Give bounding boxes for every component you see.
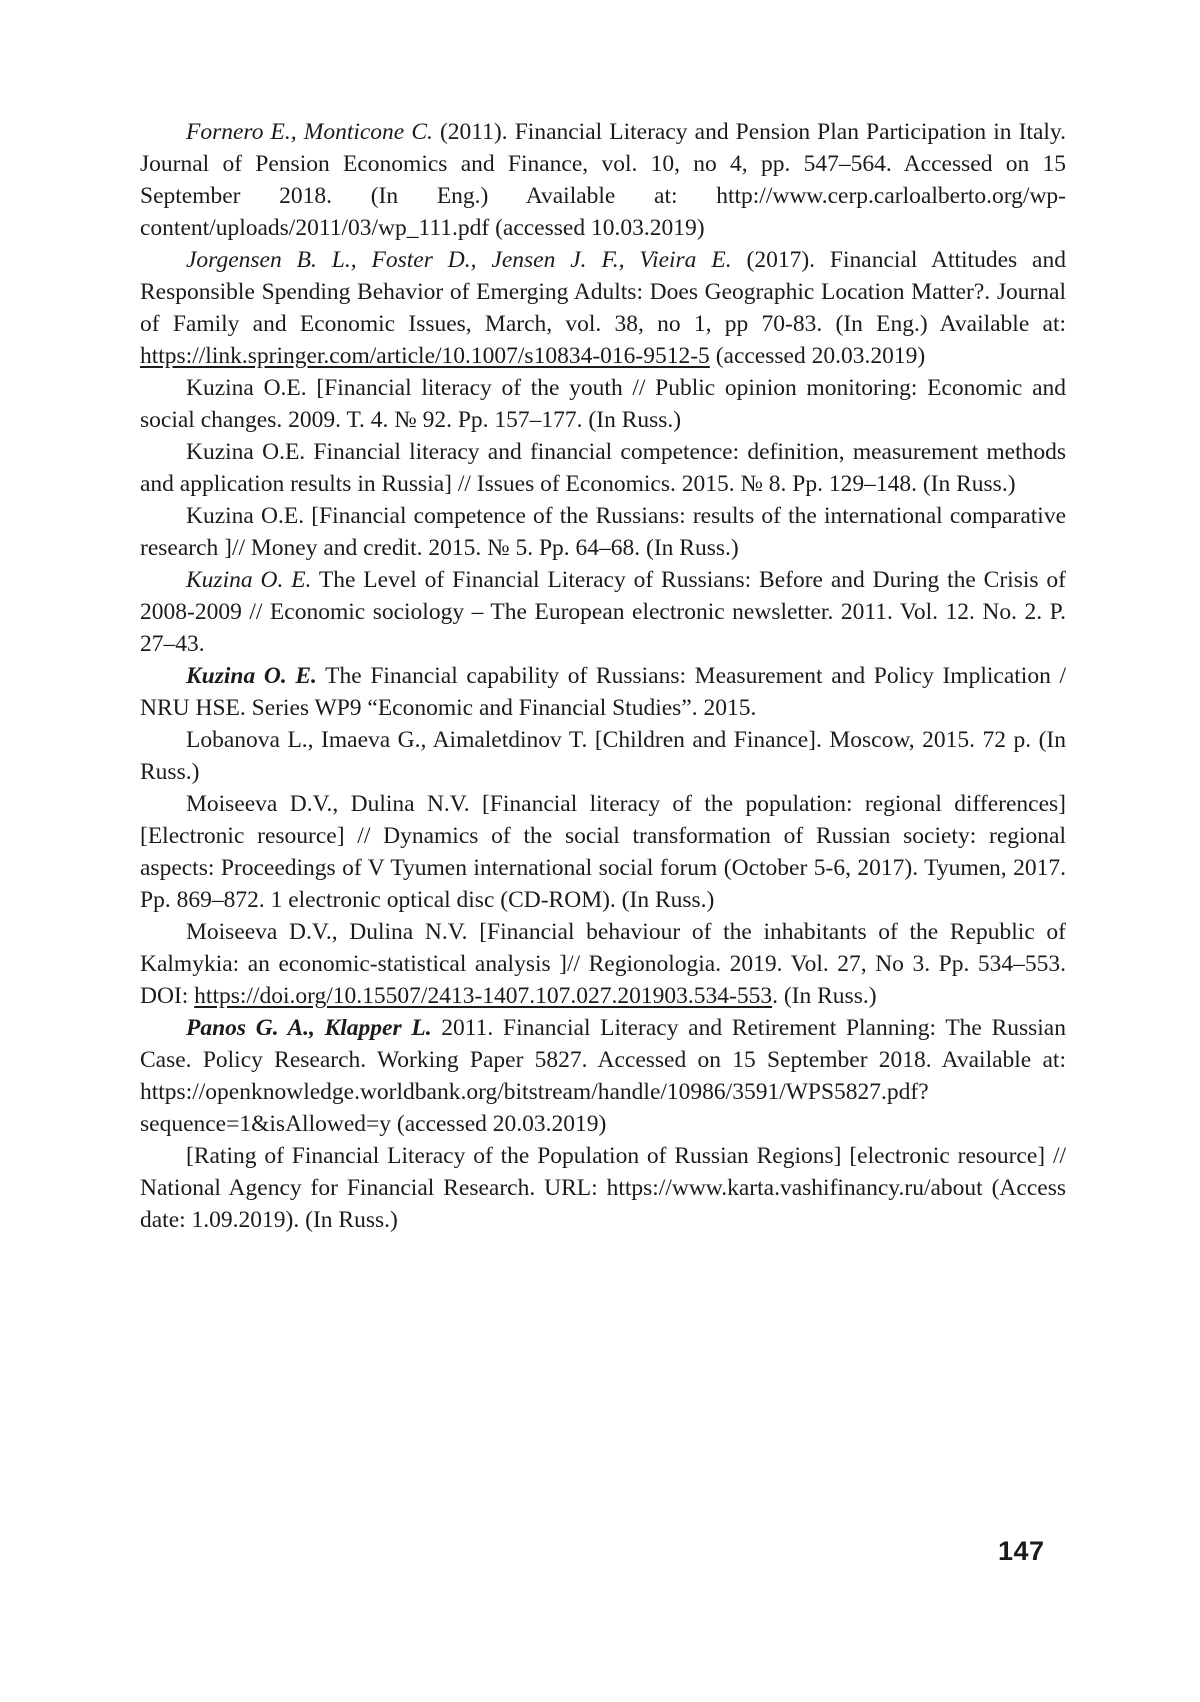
reference-entry (140, 724, 1066, 788)
reference-text: Panos G. A., Klapper L. (186, 1015, 432, 1041)
reference-text: Kuzina O. E. (186, 663, 317, 689)
reference-entry (140, 916, 1066, 1012)
reference-entry (140, 372, 1066, 436)
reference-text: Kuzina O.E. [Financial competence of the Russians: results of the international comparative research ]// Money and credit. 2015. № 5. Pp. 64–68. (In Russ.) (140, 503, 1066, 561)
reference-text: Moiseeva D.V., Dulina N.V. [Financial literacy of the population: regional differences] [Electronic resource] // Dynamics of the social transformation of Russian society: regional aspects: Proceedings of V Tyumen international social forum (October 5-6, 2017). Tyumen, 2017. Pp. 869–872. 1 electronic optical disc (CD-ROM). (In Russ.) (140, 791, 1066, 913)
reference-entry (140, 436, 1066, 500)
reference-text: 2011. Financial Literacy and Retirement Planning: The Russian Case. Policy Research. Working Paper 5827. Accessed on 15 September 2018. Available at: https://openknowledge.worldbank.org/bitstream/handle/10986/3591/WPS5827.pdf? sequence=1&isAllowed=y (accessed 20.03.2019) (140, 1015, 1066, 1137)
reference-hyperlink[interactable]: https://doi.org/10.15507/2413-1407.107.027.201903.534-553 (194, 983, 773, 1009)
reference-text: The Level of Financial Literacy of Russians: Before and During the Crisis of 2008-2009 // Economic sociology – The European electronic newsletter. 2011. Vol. 12. No. 2. P. 27–43. (140, 567, 1066, 657)
reference-text: Kuzina O.E. [Financial literacy of the youth // Public opinion monitoring: Economic and social changes. 2009. T. 4. № 92. Pp. 157–177. (In Russ.) (140, 375, 1066, 433)
reference-text: . (In Russ.) (772, 983, 877, 1009)
reference-entry (140, 660, 1066, 724)
references-list (140, 116, 1066, 1236)
page-number: 147 (998, 1536, 1045, 1566)
reference-text: (2017). Financial Attitudes and Responsible Spending Behavior of Emerging Adults: Does Geographic Location Matter?. Journal of Family and Economic Issues, March, vol. 38, no 1, pp 70-83. (In Eng.) Available at: (140, 247, 1066, 337)
reference-hyperlink[interactable]: https://link.springer.com/article/10.1007/s10834-016-9512-5 (140, 343, 710, 369)
reference-text: Kuzina O. E. (186, 567, 312, 593)
reference-text: (2011). Financial Literacy and Pension Plan Participation in Italy. Journal of Pension Economics and Finance, vol. 10, no 4, pp. 547–564. Accessed on 15 September 2018. (In Eng.) Available at: http://www.cerp.carloalberto.org/wp-content/uploads/2011/03/wp_111.pdf (accessed 10.03.2019) (140, 119, 1067, 241)
reference-text: Jorgensen B. L., Foster D., Jensen J. F., Vieira E. (186, 247, 732, 273)
reference-text: Fornero E., Monticone C. (186, 119, 433, 145)
reference-entry (140, 1140, 1066, 1236)
reference-text: (accessed 20.03.2019) (709, 343, 926, 369)
reference-text: Moiseeva D.V., Dulina N.V. [Financial behaviour of the inhabitants of the Republic of Kalmykia: an economic-statistical analysis ]// Regionologia. 2019. Vol. 27, No 3. Pp. 534–553. DOI: (140, 919, 1066, 1009)
reference-text: Lobanova L., Imaeva G., Aimaletdinov T. [Children and Finance]. Moscow, 2015. 72 p. (In Russ.) (140, 727, 1066, 785)
reference-entry (140, 564, 1066, 660)
reference-entry (140, 1012, 1066, 1140)
reference-entry (140, 500, 1066, 564)
reference-entry (140, 788, 1066, 916)
reference-entry (140, 116, 1066, 244)
reference-text: Kuzina O.E. Financial literacy and financial competence: definition, measurement methods and application results in Russia] // Issues of Economics. 2015. № 8. Pp. 129–148. (In Russ.) (140, 439, 1066, 497)
reference-text: The Financial capability of Russians: Measurement and Policy Implication / NRU HSE. Series WP9 “Economic and Financial Studies”. 2015. (140, 663, 1066, 721)
reference-text: [Rating of Financial Literacy of the Population of Russian Regions] [electronic resource] // National Agency for Financial Research. URL: https://www.karta.vashifinancy.ru/about (Access date: 1.09.2019). (In Russ.) (140, 1143, 1066, 1233)
reference-entry (140, 244, 1066, 372)
